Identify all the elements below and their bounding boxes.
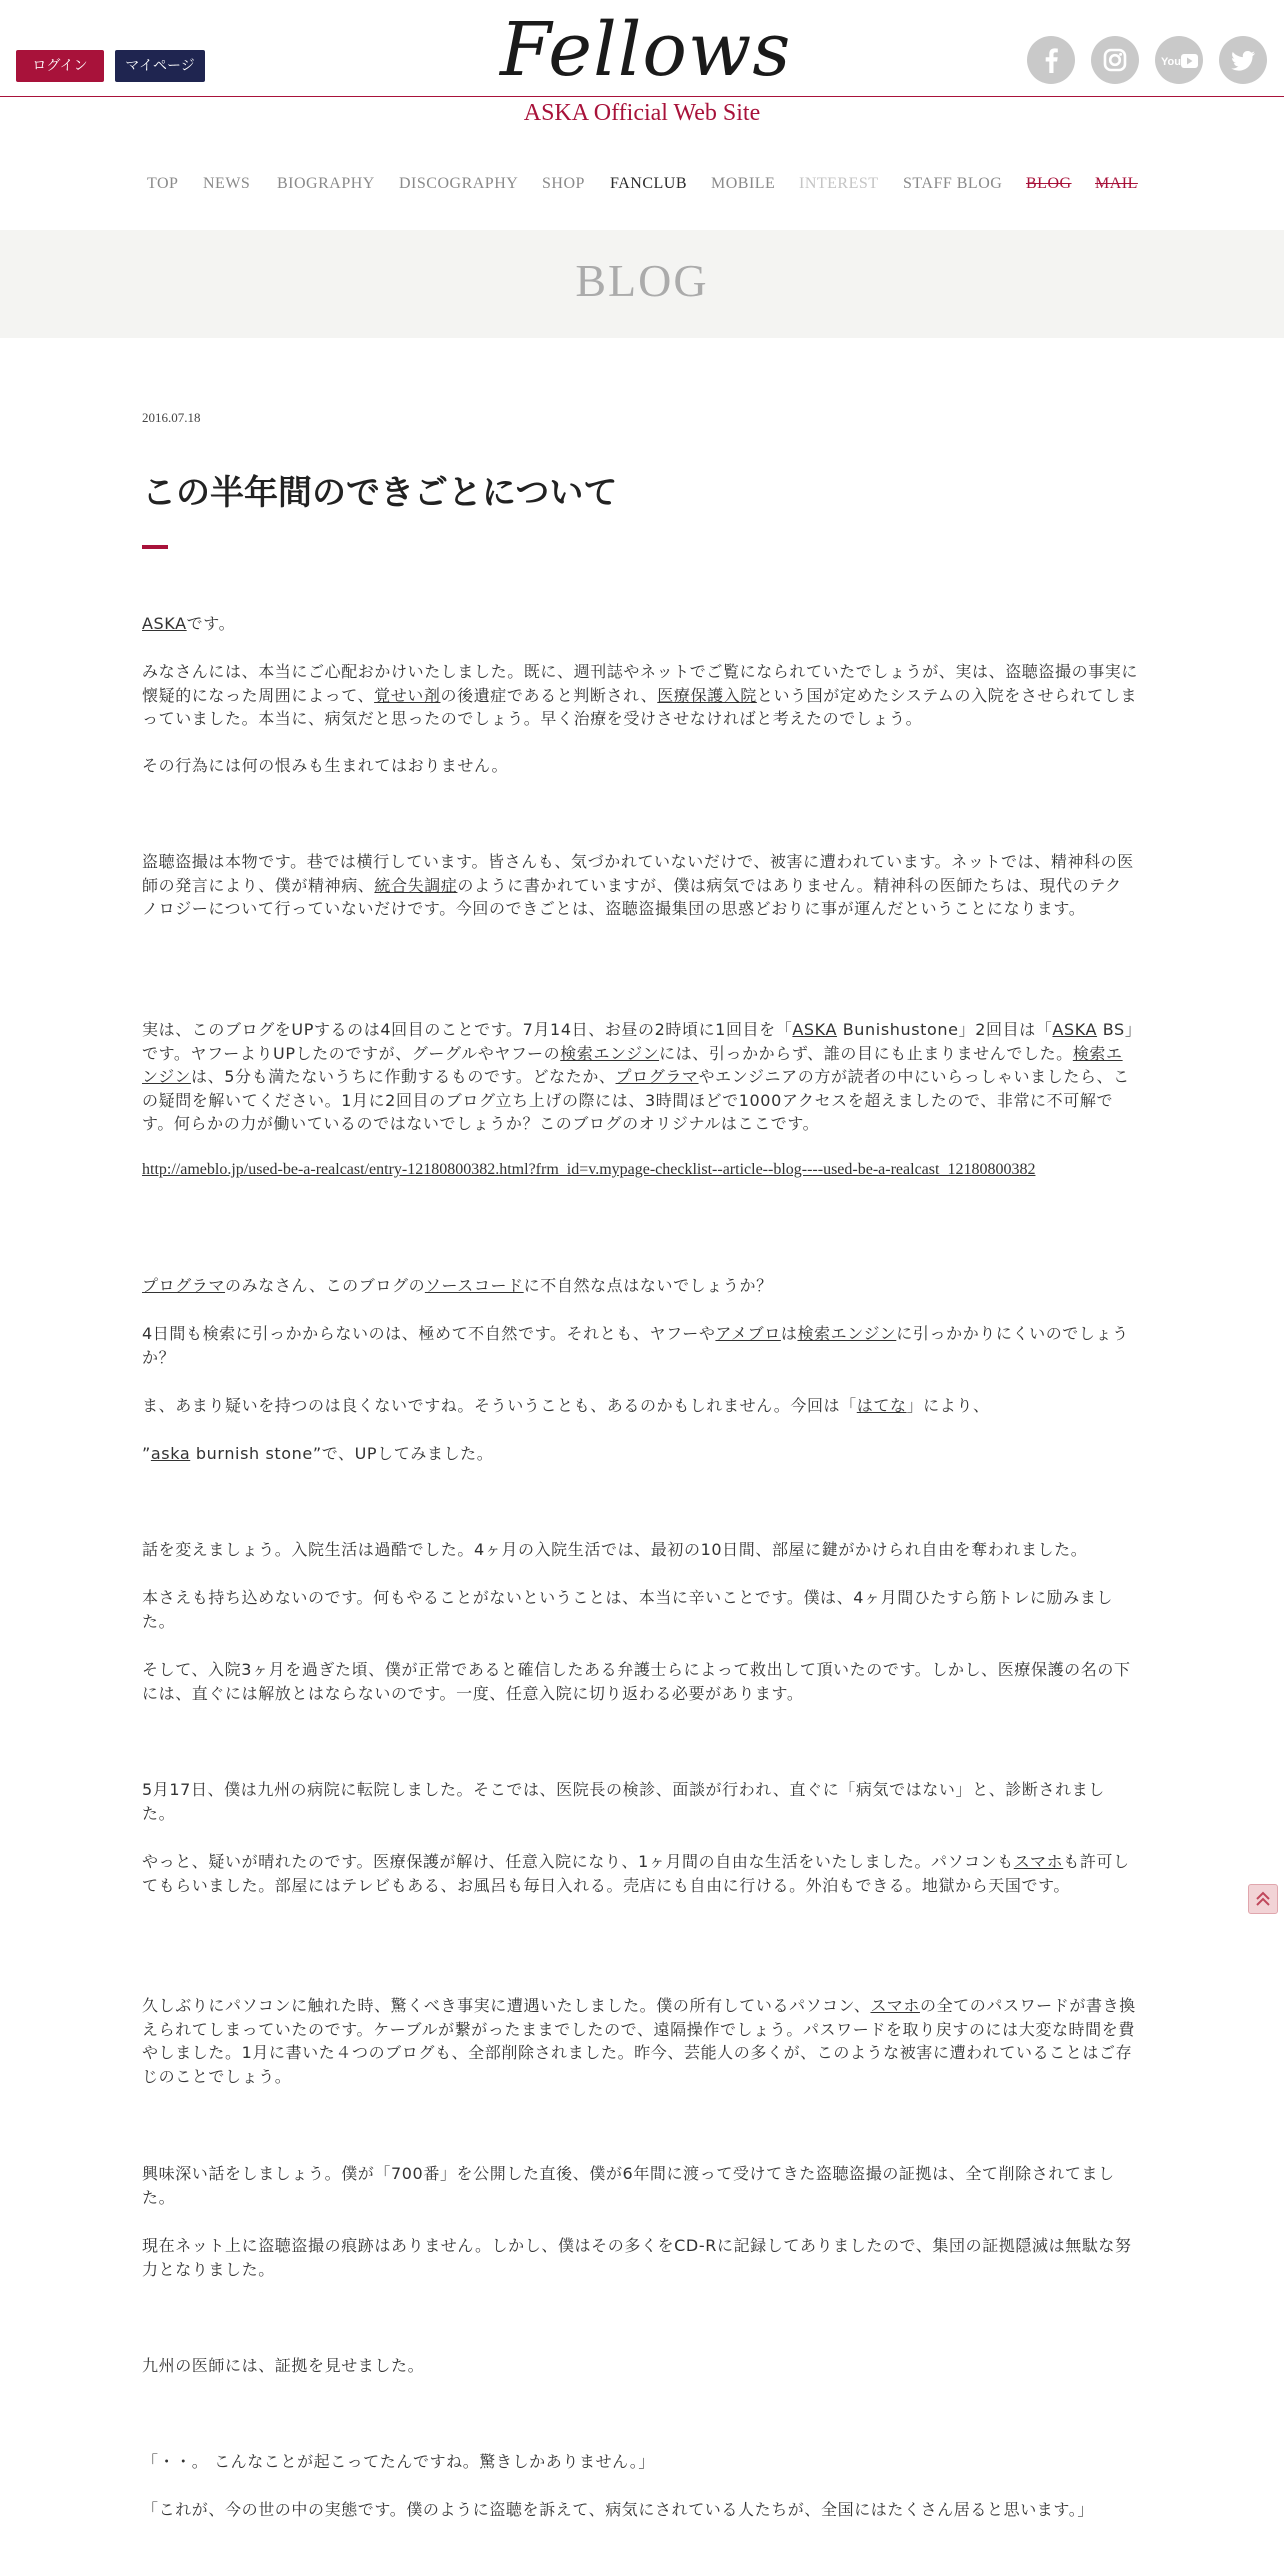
- nav-top[interactable]: TOP: [147, 175, 179, 192]
- paragraph: 実は、このブログをUPするのは4回目のことです。7月14日、お昼の2時頃に1回目を「ASKA Bunishustone」2回目は「ASKA BS」です。ヤフーよりUPしたのですが、グーグルやヤフーの検索エンジンには、引っかからず、誰の目にも止まりませんでした。検索エンジンは、5分も満たないうちに作動するものです。どなたか、プログラマやエンジニアの方が読者の中にいらっしゃいましたら、この疑問を解いてください。1月に2回目のブログ立ち上げの際には、3時間ほどで1000アクセスを超えましたので、非常に不可解です。何らかの力が働いているのではないでしょうか？このブログのオリジナルはここです。: [142, 1020, 1134, 1133]
- nav-news[interactable]: NEWS: [203, 175, 251, 192]
- text-link[interactable]: プログラマ: [142, 1276, 226, 1295]
- page-title: BLOG: [575, 255, 709, 306]
- text-link[interactable]: 覚せい剤: [374, 685, 441, 705]
- text-link[interactable]: 医療保護入院: [657, 685, 757, 705]
- site-subtitle: ASKA Official Web Site: [523, 100, 761, 126]
- site-logo[interactable]: Fellows: [500, 7, 792, 93]
- text-link[interactable]: 統合失調症: [374, 875, 458, 895]
- nav-mail[interactable]: MAIL: [1095, 175, 1138, 192]
- paragraph: 現在ネット上に盗聴盗撮の痕跡はありません。しかし、僕はその多くをCD-Rに記録してありましたので、集団の証拠隠滅は無駄な努力となりました。: [142, 2236, 1132, 2279]
- text-link[interactable]: 検索エンジン: [797, 1324, 897, 1343]
- title-underline: [142, 545, 168, 549]
- text-link[interactable]: ASKA: [142, 614, 187, 633]
- facebook-icon[interactable]: [1027, 36, 1075, 84]
- text-link[interactable]: スマホ: [870, 1996, 920, 2015]
- paragraph: 興味深い話をしましょう。僕が「700番」を公開した直後、僕が6年間に渡って受けてきた盗聴盗撮の証拠は、全て削除されてました。: [142, 2164, 1115, 2207]
- page-banner: [0, 230, 1284, 338]
- nav-mobile[interactable]: MOBILE: [711, 175, 776, 192]
- nav-biography[interactable]: BIOGRAPHY: [277, 175, 375, 192]
- paragraph: ASKAです。: [142, 614, 236, 633]
- site-header: [0, 0, 1284, 97]
- paragraph: 九州の医師には、証拠を見せました。: [142, 2356, 425, 2375]
- paragraph: 本さえも持ち込めないのです。何もやることがないということは、本当に辛いことです。僕は、4ヶ月間ひたすら筋トレに励みました。: [142, 1588, 1114, 1631]
- paragraph: 「・・。 こんなことが起こってたんですね。驚きしかありません。」: [142, 2452, 655, 2471]
- nav-interest[interactable]: INTEREST: [799, 175, 879, 192]
- paragraph: ”aska burnish stone”で、UPしてみました。: [142, 1444, 494, 1463]
- youtube-icon-text: You: [1161, 56, 1181, 68]
- paragraph: 「これが、今の世の中の実態です。僕のように盗聴を訴えて、病気にされている人たちが、全国にはたくさん居ると思います。」: [142, 2500, 1094, 2519]
- text-link[interactable]: アメブロ: [715, 1324, 781, 1343]
- text-link[interactable]: プログラマ: [615, 1067, 699, 1086]
- nav-fanclub[interactable]: FANCLUB: [610, 175, 687, 192]
- text-link[interactable]: 検索エンジン: [142, 1043, 1123, 1086]
- text-link[interactable]: はてな: [856, 1396, 907, 1415]
- text-link[interactable]: ASKA: [1052, 1020, 1098, 1039]
- text-link[interactable]: aska: [150, 1444, 191, 1463]
- paragraph: 久しぶりにパソコンに触れた時、驚くべき事実に遭遇いたしました。僕の所有しているパソコン、スマホの全てのパスワードが書き換えられてしまっていたのです。ケーブルが繋がったままでしたので、遠隔操作でしょう。パスワードを取り戻すのには大変な時間を費やしました。1月に書いた４つのブログも、全部削除されました。昨今、芸能人の多くが、このような被害に遭われていることはご存じのことでしょう。: [142, 1996, 1136, 2086]
- double-chevron-up-icon: [1249, 1885, 1277, 1913]
- text-link[interactable]: ソースコード: [424, 1276, 524, 1295]
- paragraph: ま、あまり疑いを持つのは良くないですね。そういうことも、あるのかもしれません。今回は「はてな」により、: [142, 1396, 990, 1415]
- paragraph: 盗聴盗撮は本物です。巷では横行しています。皆さんも、気づかれていないだけで、被害に遭われています。ネットでは、精神科の医師の発言により、僕が精神病、統合失調症のように書かれていますが、僕は病気ではありません。精神科の医師たちは、現代のテクノロジーについて行っていないだけです。今回のできごとは、盗聴盗撮集団の思惑どおりに事が運んだということになります。: [142, 852, 1134, 918]
- main-nav: [0, 175, 1284, 199]
- paragraph: 5月17日、僕は九州の病院に転院しました。そこでは、医院長の検診、面談が行われ、直ぐに「病気ではない」と、診断されました。: [142, 1780, 1105, 1823]
- back-to-top-button[interactable]: [1248, 1884, 1278, 1914]
- login-button[interactable]: ログイン: [16, 50, 104, 82]
- twitter-icon[interactable]: [1219, 36, 1267, 84]
- paragraph: 話を変えましょう。入院生活は過酷でした。4ヶ月の入院生活では、最初の10日間、部屋に鍵がかけられ自由を奪われました。: [142, 1540, 1088, 1559]
- paragraph: その行為には何の恨みも生まれてはおりません。: [142, 756, 509, 775]
- text-link[interactable]: 検索エンジン: [560, 1043, 660, 1063]
- nav-staff-blog[interactable]: STAFF BLOG: [903, 175, 1003, 192]
- text-link[interactable]: ASKA: [792, 1020, 838, 1039]
- paragraph: 4日間も検索に引っかからないのは、極めて不自然です。それとも、ヤフーやアメブロは検索エンジンに引っかかりにくいのでしょうか？: [142, 1324, 1129, 1367]
- mypage-button[interactable]: マイページ: [115, 50, 205, 82]
- paragraph: そして、入院3ヶ月を過ぎた頃、僕が正常であると確信したある弁護士らによって救出して頂いたのです。しかし、医療保護の名の下には、直ぐには解放とはならないのです。一度、任意入院に切り返わる必要があります。: [142, 1660, 1131, 1703]
- instagram-icon[interactable]: [1091, 36, 1139, 84]
- post-title: この半年間のできごとについて: [142, 473, 618, 513]
- post-date: 2016.07.18: [142, 410, 201, 425]
- paragraph: プログラマのみなさん、このブログのソースコードに不自然な点はないでしょうか？: [142, 1276, 773, 1295]
- paragraph: みなさんには、本当にご心配おかけいたしました。既に、週刊誌やネットでご覧になられていたでしょうが、実は、盗聴盗撮の事実に懐疑的になった周囲によって、覚せい剤の後遺症であると判断され、医療保護入院という国が定めたシステムの入院をさせられてしまっていました。本当に、病気だと思ったのでしょう。早く治療を受けさせなければと考えたのでしょう。: [142, 662, 1139, 728]
- nav-blog[interactable]: BLOG: [1026, 175, 1072, 192]
- paragraph: やっと、疑いが晴れたのです。医療保護が解け、任意入院になり、1ヶ月間の自由な生活をいたしました。パソコンもスマホも許可してもらいました。部屋にはテレビもある、お風呂も毎日入れる。売店にも自由に行ける。外泊もできる。地獄から天国です。: [142, 1852, 1130, 1895]
- original-blog-link[interactable]: http://ameblo.jp/used-be-a-realcast/entry-12180800382.html?frm_id=v.mypage-checklist--article--blog----used-be-a-realcast_12180800382: [142, 1161, 1036, 1178]
- youtube-icon[interactable]: [1155, 36, 1203, 84]
- nav-shop[interactable]: SHOP: [542, 175, 585, 192]
- text-link[interactable]: スマホ: [1013, 1852, 1064, 1871]
- nav-discography[interactable]: DISCOGRAPHY: [399, 175, 519, 192]
